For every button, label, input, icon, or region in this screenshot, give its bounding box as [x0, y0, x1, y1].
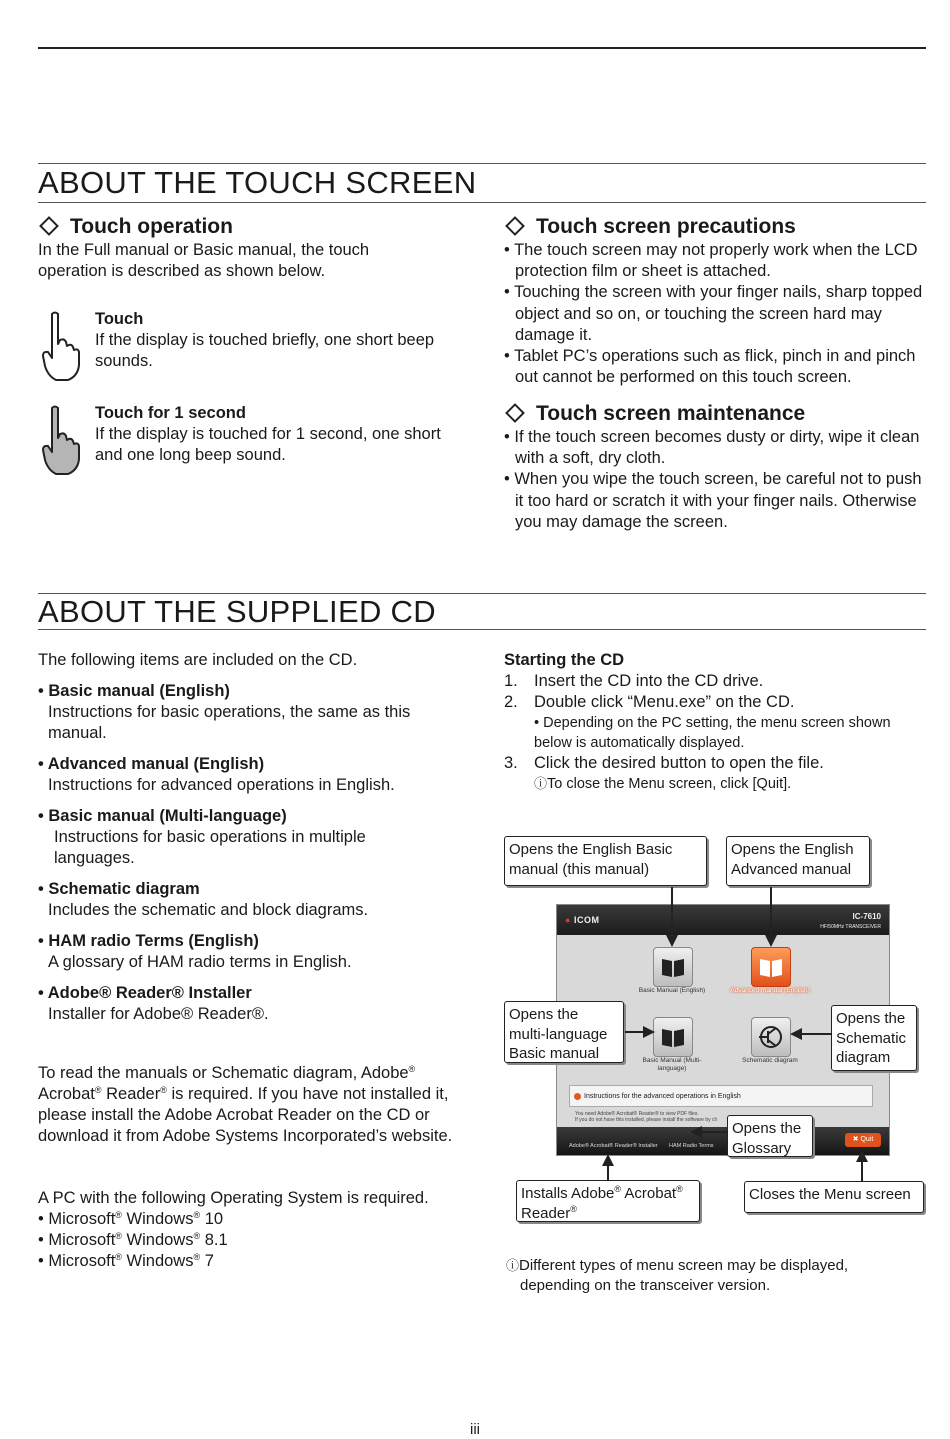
- close-note: ⓘTo close the Menu screen, click [Quit].: [534, 776, 792, 792]
- os-intro: A PC with the following Operating System is required.: [38, 1189, 429, 1207]
- cd-item: [38, 681, 468, 744]
- advanced-manual-en-label: Advanced manual (English): [730, 987, 810, 994]
- basic-manual-en-label: Basic Manual (English): [638, 987, 706, 994]
- diamond-icon: [505, 217, 525, 237]
- info-dot-icon: [574, 1093, 581, 1100]
- book-icon: [752, 948, 790, 986]
- cd-item: [38, 879, 468, 921]
- touch-desc: If the display is touched briefly, one short beep sounds.: [95, 331, 435, 370]
- arrow-line: [625, 1031, 645, 1033]
- schematic-button[interactable]: [751, 1017, 791, 1057]
- schematic-label: Schematic diagram: [742, 1057, 798, 1064]
- precaution-item: • Tablet PC’s operations such as flick, pinch in and pinch out cannot be performed on this touch screen.: [504, 347, 916, 387]
- quit-button[interactable]: ✖ Quit: [845, 1133, 881, 1147]
- os-item: • Microsoft® Windows® 7: [38, 1252, 214, 1270]
- adobe-installer-button[interactable]: Adobe® Acrobat® Reader® Installer: [569, 1143, 658, 1149]
- info-icon: ⓘ: [506, 1258, 520, 1273]
- top-rule: [38, 47, 926, 49]
- cd-item-head: • Basic manual (Multi-language): [38, 807, 287, 825]
- maintenance-item: • When you wipe the touch screen, be careful not to push it too hard or scratch it with your finger nails. Otherwise you may damage the screen.: [504, 470, 922, 531]
- callout-multi-language: Opens the multi-language Basic manual: [504, 1001, 624, 1063]
- page-number: iii: [470, 1421, 480, 1438]
- arrow-head: [765, 935, 777, 947]
- section-title-supplied-cd: ABOUT THE SUPPLIED CD: [38, 594, 436, 629]
- section-underline-touch: [38, 202, 926, 203]
- arrow-line: [800, 1033, 831, 1035]
- touch-1s-desc: If the display is touched for 1 second, one short and one long beep sound.: [95, 425, 441, 464]
- callout-english-basic: Opens the English Basic manual (this manual): [504, 836, 707, 886]
- callout-schematic: Opens the Schematic diagram: [831, 1005, 917, 1071]
- step-sub-note: • Depending on the PC setting, the menu screen shown below is automatically displayed.: [534, 715, 891, 751]
- maintenance-block: [504, 401, 924, 533]
- cd-item-head: • Basic manual (English): [38, 682, 230, 700]
- step-item: 2. Double click “Menu.exe” on the CD.: [504, 693, 795, 711]
- precautions-heading: Touch screen precautions: [504, 214, 928, 240]
- touch-operation-block: [38, 214, 468, 282]
- section-rule-touch: [38, 163, 926, 164]
- arrow-head: [856, 1150, 868, 1162]
- arrow-line: [671, 887, 673, 937]
- callout-glossary: Opens the Glossary: [727, 1115, 813, 1157]
- arrow-line: [861, 1160, 863, 1181]
- info-icon: ⓘ: [534, 776, 548, 791]
- starting-cd-heading: Starting the CD: [504, 651, 625, 669]
- step-item: 3. Click the desired button to open the file.: [504, 754, 824, 772]
- book-icon: [654, 1018, 692, 1056]
- callout-adobe-installer: Installs Adobe® Acrobat® Reader®: [516, 1180, 700, 1222]
- callout-english-advanced: Opens the English Advanced manual: [726, 836, 870, 886]
- hand-touch-icon: [40, 310, 82, 382]
- book-icon: [654, 948, 692, 986]
- touch-operation-heading: Touch operation: [38, 214, 468, 240]
- cd-item: [38, 983, 468, 1025]
- precaution-item: • Touching the screen with your finger nails, sharp topped object and so on, or touching the screen hard may damage it.: [504, 283, 923, 344]
- arrow-head: [602, 1154, 614, 1166]
- os-item: • Microsoft® Windows® 8.1: [38, 1231, 228, 1249]
- menu-warning: You need Adobe® Acrobat® Reader® to view PDF files. If you do not have this installed, please install the software by cli: [575, 1111, 717, 1123]
- basic-manual-multi-label: Basic Manual (Multi-language): [642, 1057, 702, 1072]
- hand-touch-hold-icon: [40, 404, 82, 476]
- basic-manual-en-button[interactable]: [653, 947, 693, 987]
- arrow-head: [790, 1028, 802, 1040]
- starting-cd-block: [504, 650, 928, 794]
- cd-item-desc: Includes the schematic and block diagrams.: [48, 901, 369, 919]
- section-title-touch-screen: ABOUT THE TOUCH SCREEN: [38, 165, 477, 200]
- acrobat-note: To read the manuals or Schematic diagram, Adobe® Acrobat® Reader® is required. If you have not installed it, please install the Adobe Acrobat Reader on the CD or download it from Adobe Systems Incorporated’s website.: [38, 1064, 453, 1145]
- ham-terms-button[interactable]: HAM Radio Terms: [669, 1143, 714, 1149]
- cd-contents-block: [38, 650, 468, 1035]
- section-underline-cd: [38, 629, 926, 630]
- icom-logo: ● ICOM: [565, 915, 600, 925]
- cd-item-desc: Instructions for basic operations in multiple languages.: [54, 828, 366, 867]
- cd-item-head: • HAM radio Terms (English): [38, 932, 259, 950]
- model-sub: HF/50MHz TRANSCEIVER: [820, 924, 881, 930]
- cd-item: [38, 806, 468, 869]
- arrow-line: [700, 1131, 727, 1133]
- arrow-head: [666, 935, 678, 947]
- touch-1s-label: Touch for 1 second: [95, 404, 246, 422]
- diamond-icon: [505, 404, 525, 424]
- cd-item: [38, 931, 468, 973]
- transistor-icon: [752, 1018, 790, 1056]
- cd-item-head: • Schematic diagram: [38, 880, 200, 898]
- os-block: [38, 1188, 468, 1272]
- maintenance-heading: Touch screen maintenance: [504, 401, 924, 427]
- touch-label: Touch: [95, 310, 144, 328]
- basic-manual-multi-button[interactable]: [653, 1017, 693, 1057]
- touch-1s-item: [95, 403, 465, 466]
- touch-item: [95, 309, 475, 372]
- model-name: IC-7610: [852, 912, 881, 921]
- touch-operation-intro: In the Full manual or Basic manual, the touch operation is described as shown below.: [38, 241, 370, 280]
- cd-item-desc: A glossary of HAM radio terms in English.: [48, 953, 352, 971]
- arrow-line: [770, 887, 772, 937]
- close-icon: ✖: [852, 1136, 859, 1143]
- maintenance-item: • If the touch screen becomes dusty or dirty, wipe it clean with a soft, dry cloth.: [504, 428, 920, 468]
- menu-info-bar: Instructions for the advanced operations in English: [569, 1085, 873, 1107]
- cd-item: [38, 754, 468, 796]
- cd-item-head: • Adobe® Reader® Installer: [38, 984, 252, 1002]
- menu-top-bar: [557, 905, 889, 935]
- os-item: • Microsoft® Windows® 10: [38, 1210, 224, 1228]
- diamond-icon: [39, 217, 59, 237]
- cd-item-desc: Installer for Adobe® Reader®.: [48, 1005, 269, 1023]
- precautions-block: [504, 214, 928, 388]
- menu-version-note: ⓘDifferent types of menu screen may be displayed, depending on the transceiver version.: [506, 1257, 849, 1294]
- callout-closes-menu: Closes the Menu screen: [744, 1181, 924, 1213]
- advanced-manual-en-button[interactable]: [751, 947, 791, 987]
- step-item: 1. Insert the CD into the CD drive.: [504, 672, 764, 690]
- cd-item-head: • Advanced manual (English): [38, 755, 265, 773]
- cd-item-desc: Instructions for advanced operations in English.: [48, 776, 395, 794]
- arrow-head: [690, 1126, 702, 1138]
- arrow-head: [643, 1026, 655, 1038]
- cd-intro: The following items are included on the CD.: [38, 651, 358, 669]
- cd-item-desc: Instructions for basic operations, the same as this manual.: [48, 703, 411, 742]
- precaution-item: • The touch screen may not properly work when the LCD protection film or sheet is attached.: [504, 241, 918, 281]
- arrow-line: [607, 1164, 609, 1180]
